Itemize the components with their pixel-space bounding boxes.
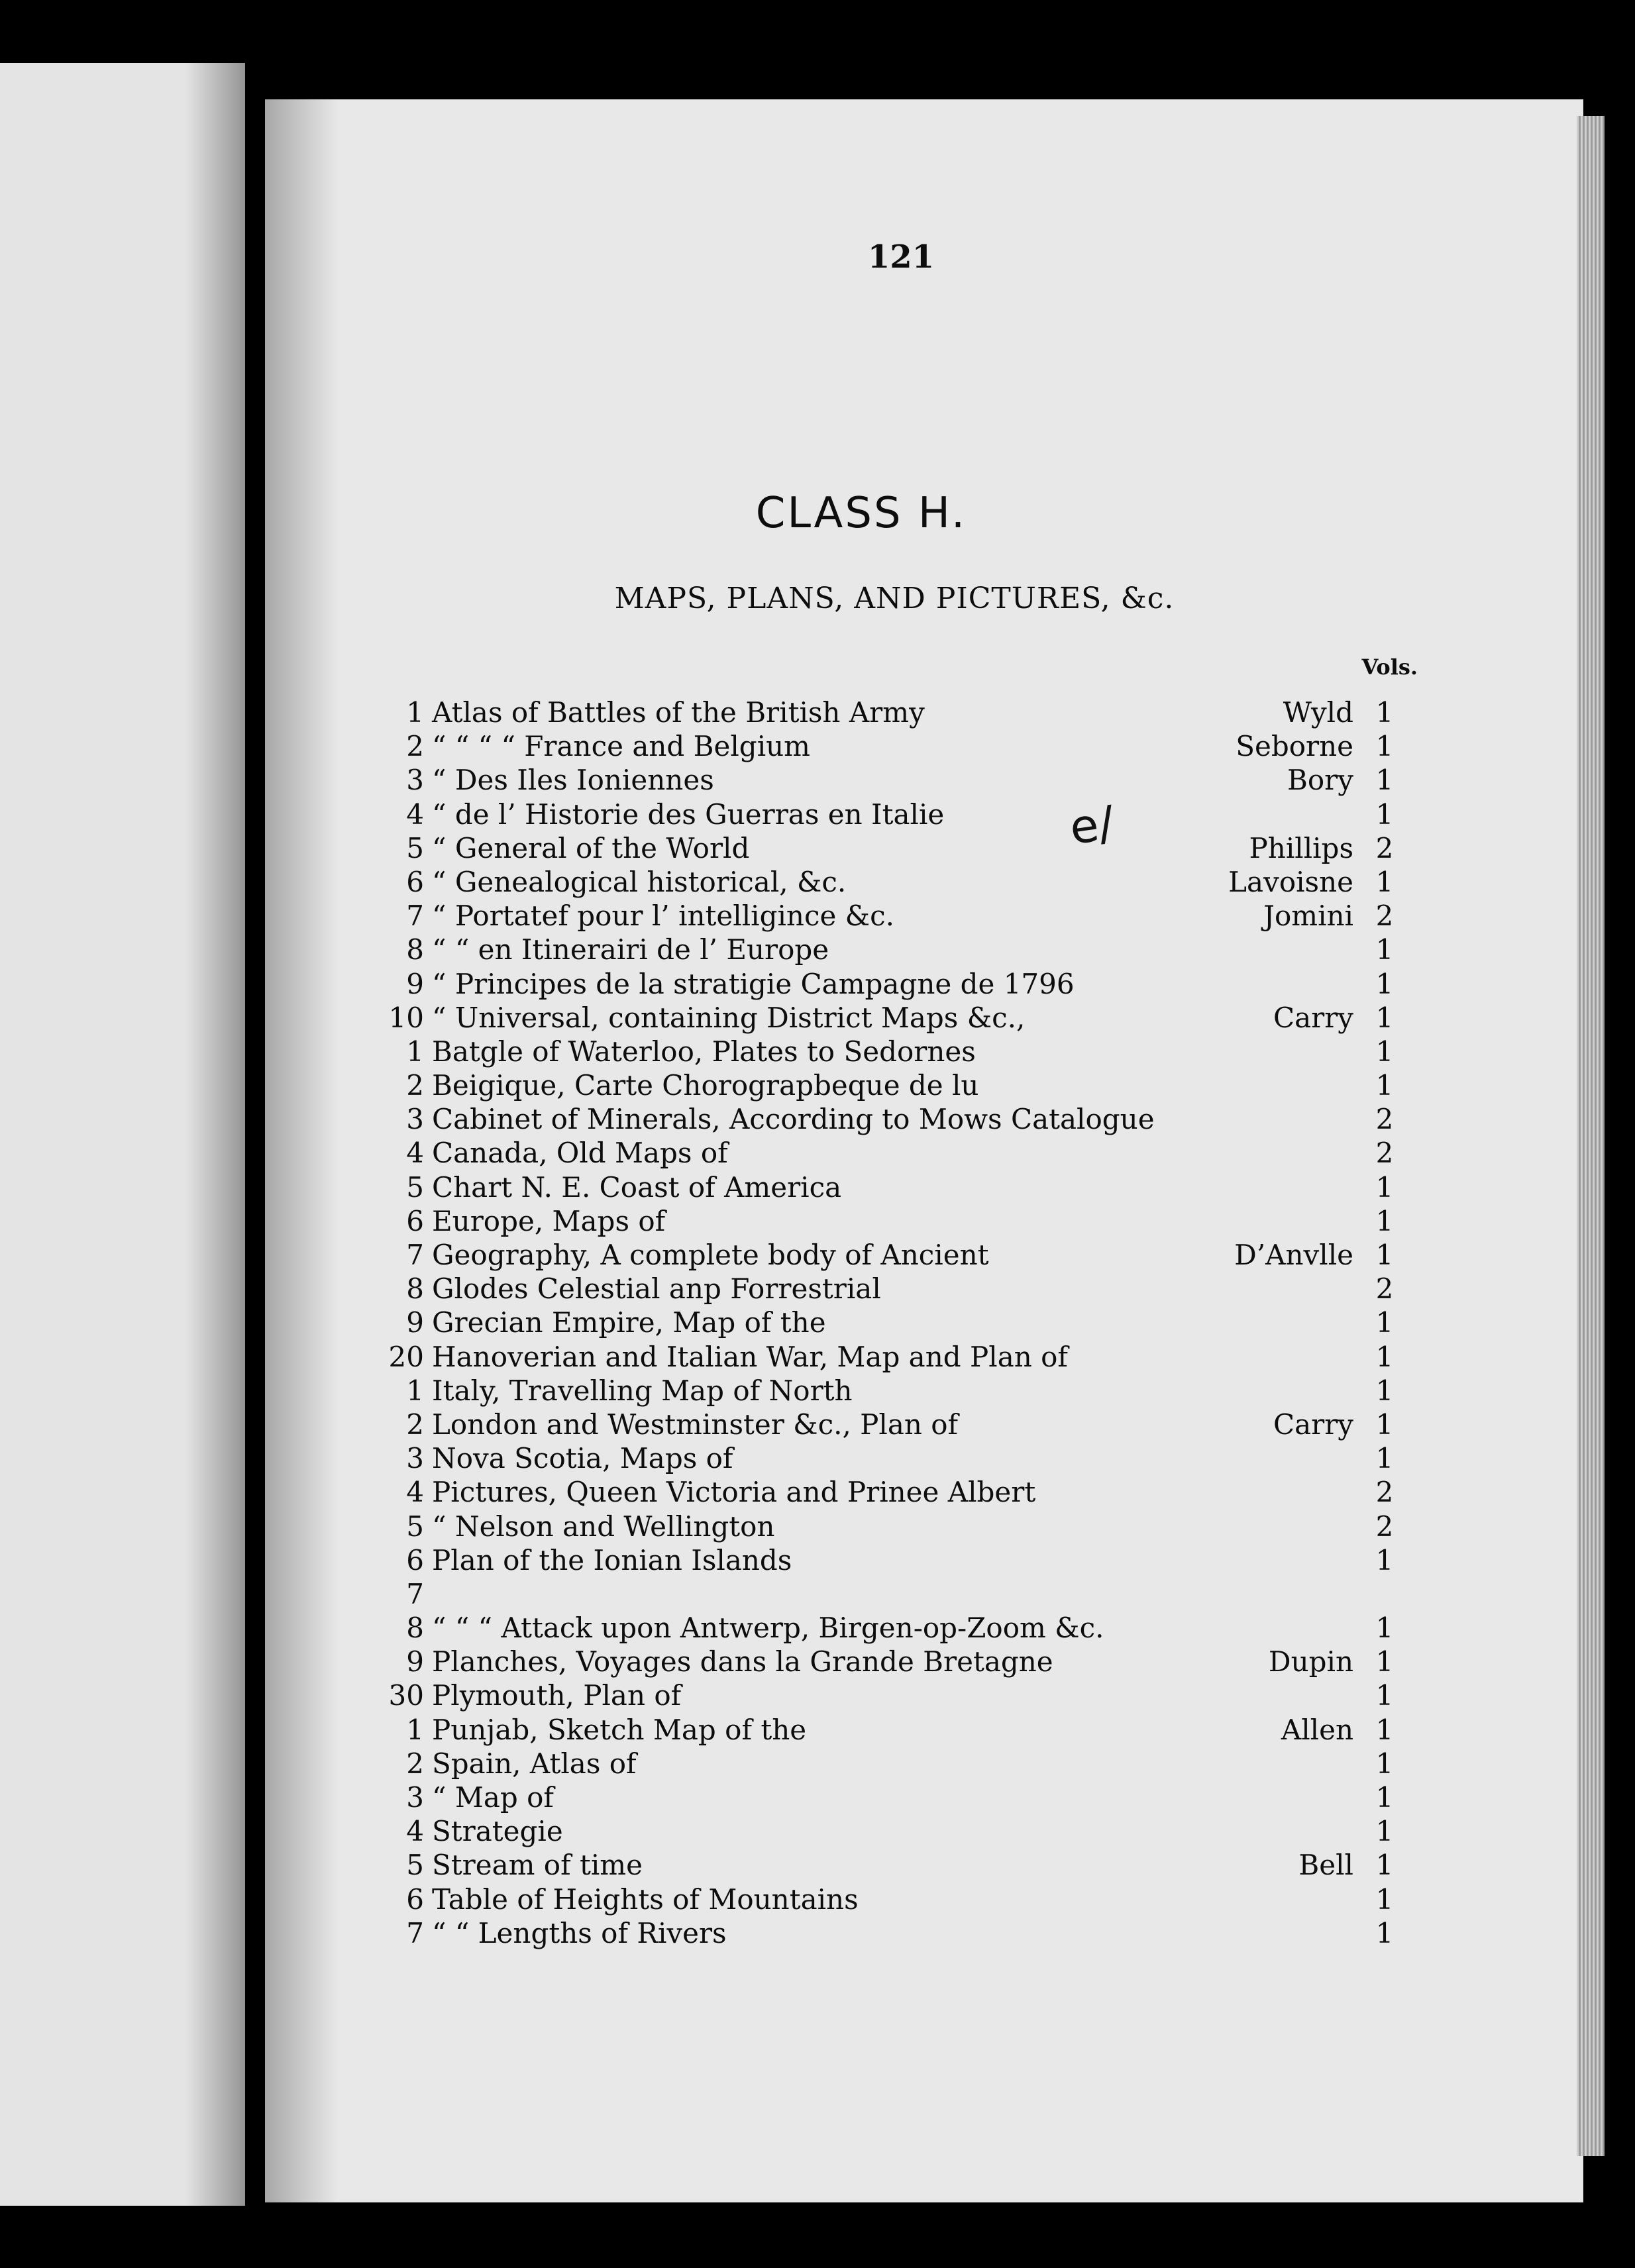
entry-volumes: 1 (1375, 1781, 1394, 1814)
entry-title: “ “ “ Attack upon Antwerp, Birgen-op-Zoom &c. (432, 1612, 1104, 1645)
catalogue-entry (0, 1102, 1635, 1136)
entry-volumes: 1 (1375, 1882, 1394, 1916)
entry-number: 1 (406, 1035, 424, 1068)
catalogue-entry (0, 1001, 1635, 1035)
catalogue-entry (0, 798, 1635, 831)
catalogue-entry (0, 1916, 1635, 1950)
entry-title: Hanoverian and Italian War, Map and Plan of (432, 1340, 1068, 1373)
catalogue-entry (0, 1441, 1635, 1475)
entry-number: 20 (388, 1340, 424, 1373)
entry-author: Bory (1287, 764, 1353, 797)
catalogue-entry (0, 1577, 1635, 1611)
entry-number: 3 (406, 764, 424, 797)
entry-volumes: 1 (1375, 798, 1394, 831)
entry-number: 6 (406, 1543, 424, 1576)
entry-number: 5 (406, 1170, 424, 1204)
entry-volumes: 1 (1375, 1713, 1394, 1746)
entry-author: Allen (1281, 1713, 1353, 1746)
catalogue-entries (0, 696, 1635, 1950)
class-heading: CLASS H. (755, 489, 967, 538)
entry-volumes: 1 (1375, 967, 1394, 1000)
entry-title: “ Portatef pour l’ intelligince &c. (432, 900, 894, 933)
entry-title: “ “ Lengths of Rivers (432, 1916, 727, 1949)
entry-title: Plymouth, Plan of (432, 1679, 682, 1712)
entry-volumes: 1 (1375, 1408, 1394, 1441)
entry-number: 1 (406, 1374, 424, 1407)
catalogue-entry (0, 1678, 1635, 1712)
entry-title: “ Universal, containing District Maps &c., (432, 1001, 1026, 1034)
entry-number: 3 (406, 1103, 424, 1136)
entry-title: “ Principes de la stratigie Campagne de 1796 (432, 967, 1075, 1000)
catalogue-entry (0, 1645, 1635, 1678)
catalogue-entry (0, 1882, 1635, 1916)
entry-number: 8 (406, 1612, 424, 1645)
entry-number: 3 (406, 1442, 424, 1475)
entry-title: Glodes Celestial anp Forrestrial (432, 1272, 881, 1306)
entry-volumes: 1 (1375, 1069, 1394, 1102)
catalogue-entry (0, 1747, 1635, 1780)
entry-title: “ General of the World (432, 831, 750, 864)
entry-title: Chart N. E. Coast of America (432, 1170, 842, 1204)
entry-author: Jomini (1263, 900, 1353, 933)
entry-title: Grecian Empire, Map of the (432, 1306, 826, 1339)
entry-volumes: 1 (1375, 1612, 1394, 1645)
entry-title: Cabinet of Minerals, According to Mows Catalogue (432, 1103, 1155, 1136)
entry-volumes: 1 (1375, 1543, 1394, 1576)
entry-volumes: 2 (1375, 1103, 1394, 1136)
entry-author: Bell (1298, 1849, 1353, 1882)
entry-number: 7 (406, 900, 424, 933)
entry-volumes: 1 (1375, 933, 1394, 966)
entry-number: 1 (406, 696, 424, 729)
pen-mark: e/ (1066, 795, 1118, 856)
entry-title: Punjab, Sketch Map of the (432, 1713, 807, 1746)
entry-author: Wyld (1283, 696, 1353, 729)
catalogue-entry (0, 1848, 1635, 1882)
entry-title: “ Map of (432, 1781, 554, 1814)
entry-number: 10 (388, 1001, 424, 1034)
entry-number: 6 (406, 1882, 424, 1916)
entry-volumes: 2 (1375, 831, 1394, 864)
entry-number: 7 (406, 1577, 424, 1610)
entry-number: 6 (406, 1204, 424, 1237)
entry-number: 2 (406, 1408, 424, 1441)
entry-volumes: 2 (1375, 1137, 1394, 1170)
catalogue-entry (0, 1814, 1635, 1848)
entry-volumes: 2 (1375, 1476, 1394, 1509)
page-number: 121 (867, 238, 935, 276)
entry-volumes: 1 (1375, 1170, 1394, 1204)
entry-volumes: 1 (1375, 1239, 1394, 1271)
catalogue-entry (0, 1068, 1635, 1102)
entry-volumes: 1 (1375, 764, 1394, 797)
entry-title: Pictures, Queen Victoria and Prinee Albert (432, 1476, 1036, 1509)
entry-number: 6 (406, 865, 424, 898)
entry-title: Plan of the Ionian Islands (432, 1543, 792, 1576)
catalogue-entry (0, 831, 1635, 865)
catalogue-entry (0, 967, 1635, 1001)
entry-title: Europe, Maps of (432, 1204, 666, 1237)
catalogue-entry (0, 899, 1635, 933)
catalogue-entry (0, 1306, 1635, 1339)
entry-number: 9 (406, 967, 424, 1000)
catalogue-entry (0, 763, 1635, 797)
entry-number: 8 (406, 1272, 424, 1306)
entry-number: 7 (406, 1239, 424, 1271)
catalogue-entry (0, 1238, 1635, 1272)
entry-title: Strategie (432, 1815, 563, 1848)
entry-volumes: 2 (1375, 1272, 1394, 1306)
entry-volumes: 1 (1375, 1204, 1394, 1237)
catalogue-entry (0, 1035, 1635, 1068)
entry-number: 5 (406, 831, 424, 864)
entry-number: 9 (406, 1645, 424, 1678)
entry-author: Carry (1273, 1001, 1353, 1034)
entry-volumes: 1 (1375, 865, 1394, 898)
entry-volumes: 1 (1375, 1306, 1394, 1339)
entry-title: “ “ “ “ France and Belgium (432, 730, 810, 763)
catalogue-entry (0, 1204, 1635, 1238)
catalogue-entry (0, 1713, 1635, 1747)
entry-volumes: 1 (1375, 1001, 1394, 1034)
entry-volumes: 1 (1375, 1916, 1394, 1949)
entry-number: 4 (406, 798, 424, 831)
catalogue-entry (0, 1170, 1635, 1204)
entry-number: 9 (406, 1306, 424, 1339)
entry-number: 7 (406, 1916, 424, 1949)
entry-volumes: 2 (1375, 900, 1394, 933)
catalogue-entry (0, 1780, 1635, 1814)
catalogue-entry (0, 1510, 1635, 1543)
entry-title: “ Nelson and Wellington (432, 1510, 775, 1543)
entry-title: “ “ en Itinerairi de l’ Europe (432, 933, 829, 966)
entry-author: Carry (1273, 1408, 1353, 1441)
entry-volumes: 1 (1375, 1747, 1394, 1780)
entry-title: Beigique, Carte Chorograpbeque de lu (432, 1069, 979, 1102)
entry-volumes: 1 (1375, 696, 1394, 729)
entry-volumes: 1 (1375, 1645, 1394, 1678)
entry-number: 2 (406, 1069, 424, 1102)
entry-volumes: 1 (1375, 1679, 1394, 1712)
catalogue-entry (0, 1272, 1635, 1306)
entry-title: Canada, Old Maps of (432, 1137, 728, 1170)
entry-number: 4 (406, 1815, 424, 1848)
entry-number: 4 (406, 1137, 424, 1170)
entry-title: Batgle of Waterloo, Plates to Sedornes (432, 1035, 976, 1068)
entry-author: Seborne (1236, 730, 1353, 763)
entry-volumes: 1 (1375, 730, 1394, 763)
catalogue-entry (0, 1374, 1635, 1408)
entry-number: 5 (406, 1510, 424, 1543)
catalogue-entry (0, 1136, 1635, 1170)
entry-title: Stream of time (432, 1849, 643, 1882)
entry-title: “ de l’ Historie des Guerras en Italie (432, 798, 945, 831)
entry-number: 8 (406, 933, 424, 966)
entry-title: “ Des Iles Ioniennes (432, 764, 714, 797)
entry-number: 4 (406, 1476, 424, 1509)
vols-column-header: Vols. (1361, 654, 1418, 680)
entry-author: Dupin (1268, 1645, 1353, 1678)
entry-title: Italy, Travelling Map of North (432, 1374, 853, 1407)
catalogue-entry (0, 1543, 1635, 1577)
entry-number: 2 (406, 730, 424, 763)
catalogue-entry (0, 865, 1635, 899)
entry-volumes: 1 (1375, 1815, 1394, 1848)
entry-title: Atlas of Battles of the British Army (432, 696, 925, 729)
catalogue-entry (0, 1408, 1635, 1441)
entry-title: Spain, Atlas of (432, 1747, 637, 1780)
catalogue-entry (0, 729, 1635, 763)
entry-number: 1 (406, 1713, 424, 1746)
catalogue-entry (0, 933, 1635, 966)
entry-volumes: 1 (1375, 1374, 1394, 1407)
entry-volumes: 1 (1375, 1442, 1394, 1475)
entry-number: 5 (406, 1849, 424, 1882)
entry-title: Table of Heights of Mountains (432, 1882, 859, 1916)
section-subheading: MAPS, PLANS, AND PICTURES, &c. (614, 582, 1175, 615)
entry-author: Lavoisne (1228, 865, 1353, 898)
entry-title: London and Westminster &c., Plan of (432, 1408, 959, 1441)
entry-volumes: 1 (1375, 1035, 1394, 1068)
entry-title: Planches, Voyages dans la Grande Bretagne (432, 1645, 1053, 1678)
entry-volumes: 1 (1375, 1340, 1394, 1373)
catalogue-entry (0, 1611, 1635, 1645)
entry-author: Phillips (1249, 831, 1353, 864)
entry-title: Nova Scotia, Maps of (432, 1442, 733, 1475)
catalogue-entry (0, 1340, 1635, 1374)
catalogue-entry (0, 696, 1635, 729)
entry-volumes: 1 (1375, 1849, 1394, 1882)
entry-number: 2 (406, 1747, 424, 1780)
entry-title: “ Genealogical historical, &c. (432, 865, 847, 898)
catalogue-entry (0, 1475, 1635, 1509)
entry-title: Geography, A complete body of Ancient (432, 1239, 989, 1271)
entry-number: 30 (388, 1679, 424, 1712)
entry-volumes: 2 (1375, 1510, 1394, 1543)
entry-author: D’Anvlle (1234, 1239, 1353, 1271)
entry-number: 3 (406, 1781, 424, 1814)
